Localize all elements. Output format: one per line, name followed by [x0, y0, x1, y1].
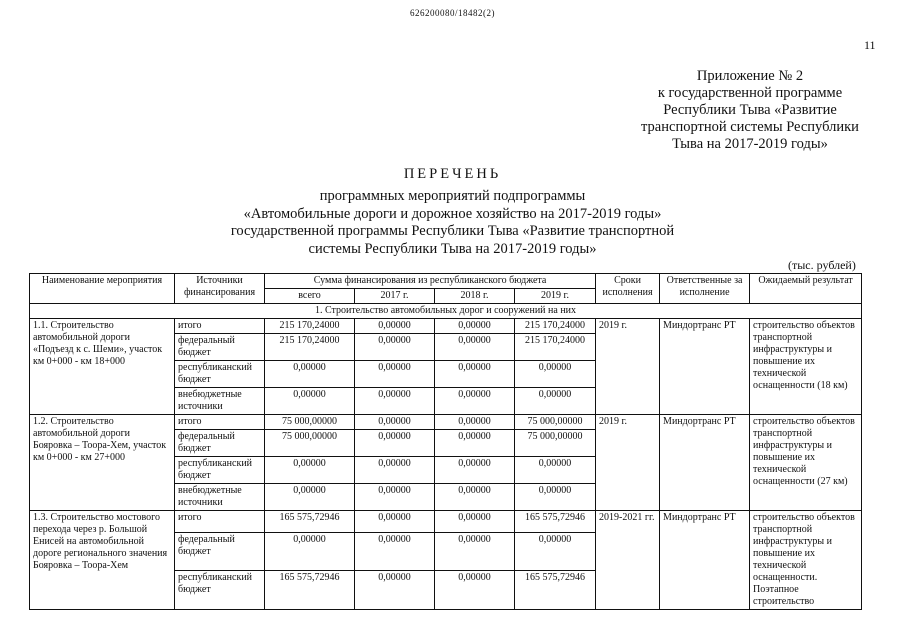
amount-total: 0,00000: [265, 388, 355, 415]
funding-source: федеральный бюджет: [175, 334, 265, 361]
amount-y2018: 0,00000: [435, 334, 515, 361]
execution-term: 2019 г.: [596, 319, 660, 415]
amount-y2017: 0,00000: [355, 430, 435, 457]
funding-source: итого: [175, 511, 265, 533]
amount-total: 0,00000: [265, 361, 355, 388]
subtitle-line: «Автомобильные дороги и дорожное хозяйство на 2017-2019 годы»: [243, 205, 662, 222]
funding-source: республиканский бюджет: [175, 571, 265, 610]
amount-y2019: 75 000,00000: [515, 415, 596, 430]
amount-y2018: 0,00000: [435, 319, 515, 334]
section-heading: 1. Строительство автомобильных дорог и сооружений на них: [30, 304, 862, 319]
header-terms: Сроки исполнения: [596, 274, 660, 304]
amount-y2019: 75 000,00000: [515, 430, 596, 457]
appendix-line: Тыва на 2017-2019 годы»: [672, 136, 828, 152]
header-result: Ожидаемый результат: [750, 274, 862, 304]
table-row: [30, 319, 862, 334]
amount-y2019: 0,00000: [515, 361, 596, 388]
measure-name: 1.3. Строительство мостового перехода через р. Большой Енисей на автомобильной дороге регионального значения Бояровка – Тоора-Хем: [30, 511, 175, 610]
document-number: 626200080/18482(2): [410, 8, 495, 18]
amount-y2017: 0,00000: [355, 571, 435, 610]
funding-source: республиканский бюджет: [175, 457, 265, 484]
responsible-party: Миндортранс РТ: [660, 415, 750, 511]
funding-source: федеральный бюджет: [175, 532, 265, 571]
expected-result: строительство объектов транспортной инфраструктуры и повышение их технической оснащенности (18 км): [750, 319, 862, 415]
amount-y2017: 0,00000: [355, 361, 435, 388]
amount-total: 75 000,00000: [265, 430, 355, 457]
funding-source: внебюджетные источники: [175, 484, 265, 511]
amount-y2019: 215 170,24000: [515, 334, 596, 361]
appendix-line: к государственной программе: [657, 85, 843, 101]
header-2018: 2018 г.: [435, 289, 515, 304]
responsible-party: Миндортранс РТ: [660, 319, 750, 415]
amount-total: 0,00000: [265, 457, 355, 484]
amount-y2017: 0,00000: [355, 457, 435, 484]
appendix-line: Республики Тыва «Развитие: [663, 102, 837, 118]
header-responsible: Ответственные за исполнение: [660, 274, 750, 304]
expected-result: строительство объектов транспортной инфраструктуры и повышение их технической оснащенности. Поэтапное строительство: [750, 511, 862, 610]
header-sum-group: Сумма финансирования из республиканского бюджета: [265, 274, 596, 289]
table-row: [30, 415, 862, 430]
appendix-line: транспортной системы Республики: [641, 119, 859, 135]
measure-name: 1.2. Строительство автомобильной дороги Бояровка – Тоора-Хем, участок км 0+000 - км 27+000: [30, 415, 175, 511]
header-name: Наименование мероприятия: [30, 274, 175, 304]
appendix-note: [600, 68, 900, 153]
amount-y2017: 0,00000: [355, 532, 435, 571]
amount-y2018: 0,00000: [435, 430, 515, 457]
amount-y2018: 0,00000: [435, 511, 515, 533]
amount-y2018: 0,00000: [435, 457, 515, 484]
amount-y2019: 215 170,24000: [515, 319, 596, 334]
amount-y2017: 0,00000: [355, 388, 435, 415]
amount-total: 215 170,24000: [265, 319, 355, 334]
funding-source: итого: [175, 415, 265, 430]
amount-y2018: 0,00000: [435, 484, 515, 511]
page-number: 11: [864, 38, 876, 52]
subtitle-line: системы Республики Тыва на 2017-2019 годы»: [308, 240, 597, 257]
amount-total: 165 575,72946: [265, 571, 355, 610]
funding-source: республиканский бюджет: [175, 361, 265, 388]
funding-source: внебюджетные источники: [175, 388, 265, 415]
amount-total: 165 575,72946: [265, 511, 355, 533]
subtitle-line: государственной программы Республики Тыва «Развитие транспортной: [230, 223, 675, 239]
amount-y2018: 0,00000: [435, 361, 515, 388]
document-title: ПЕРЕЧЕНЬ: [403, 166, 502, 182]
amount-y2019: 0,00000: [515, 532, 596, 571]
program-table: [29, 273, 862, 610]
funding-source: федеральный бюджет: [175, 430, 265, 457]
measure-name: 1.1. Строительство автомобильной дороги «Подъезд к с. Шеми», участок км 0+000 - км 18+000: [30, 319, 175, 415]
amount-y2019: 0,00000: [515, 457, 596, 484]
amount-y2019: 165 575,72946: [515, 571, 596, 610]
execution-term: 2019 г.: [596, 415, 660, 511]
amount-total: 215 170,24000: [265, 334, 355, 361]
header-sources: Источники финансирования: [175, 274, 265, 304]
amount-y2017: 0,00000: [355, 511, 435, 533]
table-row: [30, 511, 862, 533]
amount-y2019: 165 575,72946: [515, 511, 596, 533]
expected-result: строительство объектов транспортной инфраструктуры и повышение их технической оснащенности (27 км): [750, 415, 862, 511]
responsible-party: Миндортранс РТ: [660, 511, 750, 610]
units-label: (тыс. рублей): [788, 258, 856, 272]
appendix-line: Приложение № 2: [696, 68, 804, 84]
document-subtitle: [0, 188, 905, 258]
amount-y2018: 0,00000: [435, 532, 515, 571]
amount-total: 0,00000: [265, 484, 355, 511]
header-2017: 2017 г.: [355, 289, 435, 304]
amount-y2018: 0,00000: [435, 415, 515, 430]
amount-total: 75 000,00000: [265, 415, 355, 430]
amount-y2019: 0,00000: [515, 388, 596, 415]
amount-y2018: 0,00000: [435, 388, 515, 415]
amount-y2019: 0,00000: [515, 484, 596, 511]
header-2019: 2019 г.: [515, 289, 596, 304]
amount-y2017: 0,00000: [355, 484, 435, 511]
amount-total: 0,00000: [265, 532, 355, 571]
amount-y2017: 0,00000: [355, 319, 435, 334]
execution-term: 2019-2021 гг.: [596, 511, 660, 610]
header-total: всего: [265, 289, 355, 304]
amount-y2017: 0,00000: [355, 334, 435, 361]
funding-source: итого: [175, 319, 265, 334]
amount-y2017: 0,00000: [355, 415, 435, 430]
subtitle-line: программных мероприятий подпрограммы: [319, 188, 586, 204]
amount-y2018: 0,00000: [435, 571, 515, 610]
